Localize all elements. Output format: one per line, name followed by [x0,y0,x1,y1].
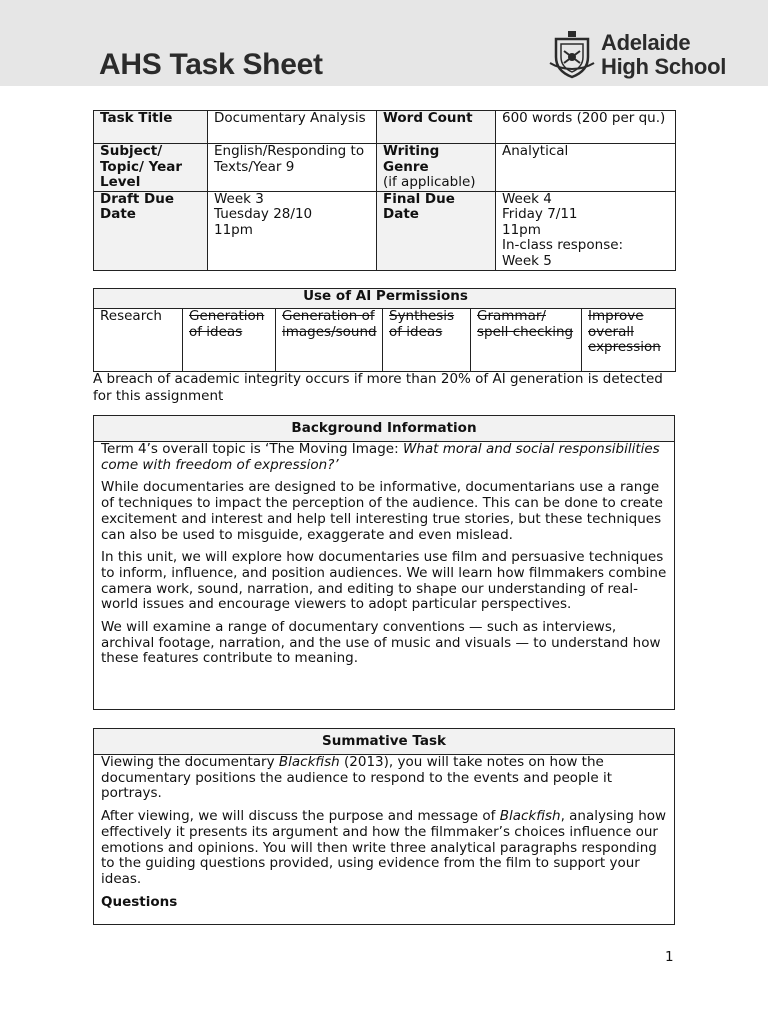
film-title: Blackfish [499,808,561,825]
summative-text: , analysing how effectively it presents its argument and how the filmmaker’s choices influence our emotions and opinions. You will then write three analytical paragraphs responding to the guiding questions provided, using evidence from the film to support your ideas. [101,808,667,887]
draft-week: Week 3 [214,190,264,207]
task-title-label: Task Title [94,111,208,144]
draft-due-label: Draft Due Date [94,191,208,270]
word-count-label: Word Count [377,111,496,144]
table-row [94,111,676,144]
genre-sublabel: (if applicable) [383,174,476,190]
ai-permissions-heading: Use of AI Permissions [94,289,676,309]
background-heading: Background Information [94,416,674,442]
table-row [94,144,676,192]
subject-value: English/Responding to Texts/Year 9 [208,144,377,192]
ai-permission-synthesis-of-ideas: Synthesis of ideas [383,309,471,372]
final-due-value [496,191,676,270]
table-row [94,309,676,372]
word-count-value: 600 words (200 per qu.) [496,111,676,144]
table-row [94,289,676,309]
ai-permissions-table [93,288,676,372]
background-body [94,442,674,671]
page-number: 1 [665,949,674,965]
ai-permission-generation-of-images: Generation of images/sound [276,309,383,372]
subject-label: Subject/ Topic/ Year Level [94,144,208,192]
genre-label: Writing Genre [383,143,440,175]
academic-integrity-note: A breach of academic integrity occurs if more than 20% of AI generation is detected for this assignment [93,371,663,404]
background-information-section [93,415,675,710]
final-time: 11pm [502,221,541,238]
final-week: Week 4 [502,190,552,207]
summative-body [94,755,674,914]
summative-paragraph [101,755,667,802]
genre-value: Analytical [496,144,676,192]
final-date: Friday 7/11 [502,206,578,222]
background-paragraph [101,442,667,473]
draft-due-value [208,191,377,270]
summative-paragraph [101,809,667,888]
film-title: Blackfish [278,754,340,770]
background-paragraph: We will examine a range of documentary conventions — such as interviews, archival footage, narration, and the use of music and visuals — to understand how these features contribute to meaning. [101,619,661,667]
summative-task-section [93,728,675,925]
table-row [94,191,676,270]
topic-intro: Term 4’s overall topic is ‘The Moving Image: [101,441,403,457]
ai-permission-research: Research [94,309,183,372]
school-name [601,31,726,79]
task-title-value: Documentary Analysis [208,111,377,144]
draft-date: Tuesday 28/10 [214,206,313,222]
ai-permission-grammar-spell-checking: Grammar/ spell checking [471,309,582,372]
summative-text: Viewing the documentary [101,754,279,770]
questions-heading: Questions [101,893,178,910]
summative-text: After viewing, we will discuss the purpose and message of [101,808,500,825]
task-details-table [93,110,676,271]
draft-time: 11pm [214,221,253,238]
ai-permission-generation-of-ideas: Generation of ideas [183,309,276,372]
in-class-week: Week 5 [502,252,552,269]
ai-permission-improve-expression: Improve overall expression [582,309,676,372]
background-paragraph: While documentaries are designed to be informative, documentarians use a range of techniques to impact the perception of the audience. This can be done to create excitement and interest and help tell interesting true stories, but these techniques can also be used to misguide, exaggerate and even mislead. [101,479,663,543]
topic-question: What moral and social responsibilities come with freedom of expression?’ [101,441,660,473]
summative-heading: Summative Task [94,729,674,755]
document-title: AHS Task Sheet [99,48,323,81]
summative-text: (2013), you will take notes on how the documentary positions the audience to respond to the events and people it portrays. [101,754,613,802]
final-due-label: Final Due Date [377,191,496,270]
genre-label-cell [377,144,496,192]
school-name-line1: Adelaide [601,30,691,55]
school-name-line2: High School [601,54,727,79]
in-class-label: In-class response: [502,237,624,253]
school-crest-icon [548,29,596,79]
background-paragraph: In this unit, we will explore how documentaries use film and persuasive techniques to inform, influence, and position audiences. We will learn how filmmakers combine camera work, sound, narration, and editing to shape our understanding of real-world issues and encourage viewers to adopt particular perspectives. [101,549,667,613]
